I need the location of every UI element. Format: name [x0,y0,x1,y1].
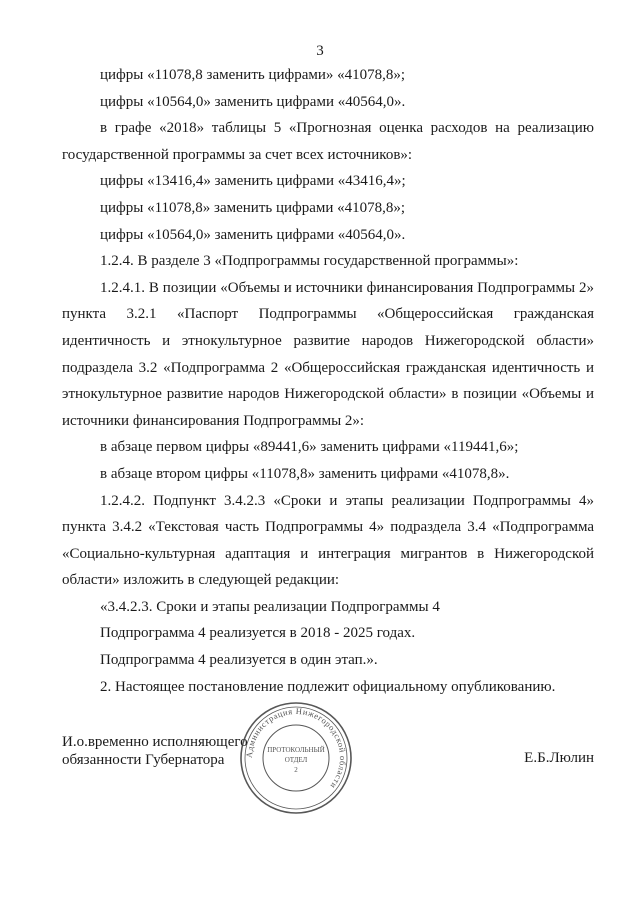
paragraph: Подпрограмма 4 реализуется в 2018 - 2025 годах. [100,625,416,642]
paragraph: в графе «2018» таблицы 5 «Прогнозная оценка расходов на реализацию государственной программы за счет всех источников»: [62,120,594,163]
document-body [62,62,594,700]
signatory-position [62,733,248,769]
paragraph: в абзаце первом цифры «89441,6» заменить цифрами «119441,6»; [100,439,519,456]
stamp-line: ОТДЕЛ [284,756,308,764]
paragraph: цифры «10564,0» заменить цифрами «40564,0». [100,226,406,243]
paragraph: 1.2.4.1. В позиции «Объемы и источники финансирования Подпрограммы 2» пункта 3.2.1 «Паспорт Подпрограммы «Общероссийская гражданская идентичность и этнокультурное развитие народов Нижегородской области» подраздела 3.2 «Подпрограмма 2 «Общероссийская гражданская идентичность и этнокультурное развитие народов Нижегородской области» в позиции «Объемы и источники финансирования Подпрограммы 2»: [62,279,594,429]
paragraph: 1.2.4. В разделе 3 «Подпрограммы государственной программы»: [100,253,519,270]
paragraph: 2. Настоящее постановление подлежит официальному опубликованию. [100,678,556,695]
paragraph: 1.2.4.2. Подпункт 3.4.2.3 «Сроки и этапы реализации Подпрограммы 4» пункта 3.4.2 «Текстовая часть Подпрограммы 4» подраздела 3.4 «Подпрограмма «Социально-культурная адаптация и интеграция мигрантов в Нижегородской области» изложить в следующей редакции: [62,492,594,589]
stamp-line: 2 [294,766,298,774]
stamp-ring-text: Администрация Нижегородской области [243,705,349,792]
position-line: обязанности Губернатора [62,752,225,768]
paragraph: цифры «10564,0» заменить цифрами «40564,0». [100,93,406,110]
paragraph: цифры «11078,8» заменить цифрами «41078,8»; [100,199,406,216]
stamp-line: ПРОТОКОЛЬНЫЙ [267,746,325,754]
paragraph: Подпрограмма 4 реализуется в один этап.». [100,652,378,669]
paragraph: цифры «11078,8 заменить цифрами» «41078,8»; [100,67,406,83]
signatory-name: Е.Б.Люлин [524,750,594,766]
paragraph: в абзаце втором цифры «11078,8» заменить цифрами «41078,8». [100,465,510,482]
paragraph: цифры «13416,4» заменить цифрами «43416,4»; [100,173,406,190]
official-stamp-icon [238,700,354,816]
paragraph: «3.4.2.3. Сроки и этапы реализации Подпрограммы 4 [100,598,440,615]
page-number: 3 [316,43,324,59]
position-line: И.о.временно исполняющего [62,734,248,750]
